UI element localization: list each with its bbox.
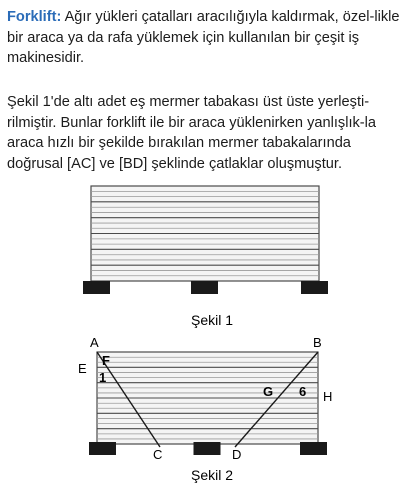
point-C-label: C	[153, 447, 163, 462]
angle-1-label: 1	[99, 370, 107, 385]
paragraph-problem-statement: Şekil 1'de altı adet eş mermer tabakası üst üste yerleşti-rilmiştir. Bunlar forklift ile bir araca yüklenirken yanlışlık-la araca hızlı bir şekilde bırakılan mermer tabakalarında doğrusal [AC] ve [BD] şeklinde çatlaklar oluşmuştur.	[7, 94, 377, 172]
term-forklift: Forklift:	[7, 9, 62, 25]
support-block	[300, 442, 327, 455]
point-B-label: B	[313, 335, 322, 350]
figure-1-caption: Şekil 1	[190, 312, 234, 328]
support-block	[89, 442, 116, 455]
point-A-label: A	[90, 335, 99, 350]
point-D-label: D	[232, 447, 242, 462]
figure-2-caption: Şekil 2	[190, 467, 234, 483]
angle-6-label: 6	[299, 384, 307, 399]
definition-text: Ağır yükleri çatalları aracılığıyla kaldırmak, özel-likle bir araca ya da rafa yüklemek için kullanılan bir çeşit iş makinesidir.	[7, 9, 400, 66]
angle-G-label: G	[263, 384, 274, 399]
point-H-label: H	[323, 389, 333, 404]
support-block	[194, 442, 221, 455]
point-E-label: E	[78, 361, 87, 376]
angle-F-label: F	[102, 353, 110, 368]
marble-stack-2	[97, 352, 318, 444]
